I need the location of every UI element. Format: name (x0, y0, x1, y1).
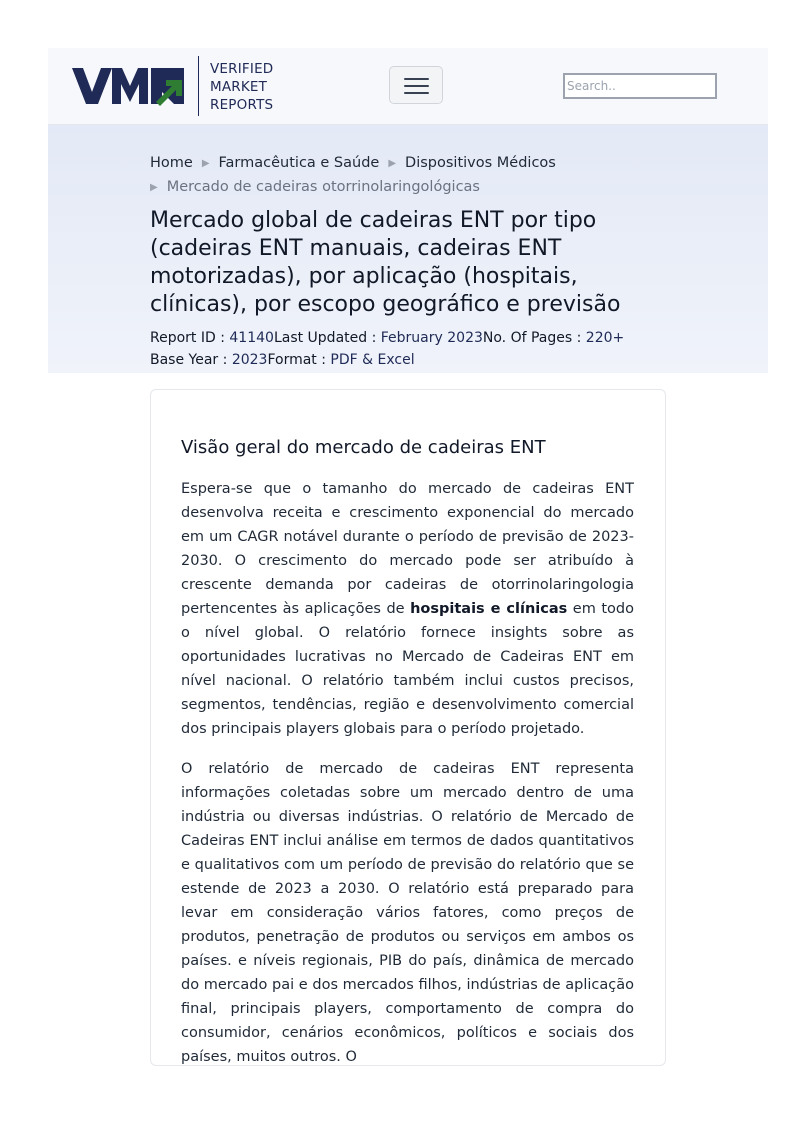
breadcrumb-home[interactable]: Home (150, 155, 193, 171)
chevron-right-icon: ▶ (388, 157, 397, 169)
format-label: Format : (267, 352, 331, 368)
report-id-label: Report ID : (150, 330, 230, 346)
brand-line-3: REPORTS (210, 97, 274, 113)
report-meta (150, 327, 624, 371)
search-input[interactable] (563, 73, 717, 99)
breadcrumb-subcategory[interactable]: Dispositivos Médicos (405, 155, 556, 171)
brand-line-1: VERIFIED (210, 61, 274, 77)
format-value: PDF & Excel (330, 352, 415, 368)
chevron-right-icon: ▶ (150, 181, 158, 193)
hamburger-icon (404, 78, 429, 80)
page-title: Mercado global de cadeiras ENT por tipo (cadeiras ENT manuais, cadeiras ENT motorizadas), por aplicação (hospitais, clínicas), por escopo geográfico e previsão (150, 208, 621, 317)
overview-paragraph-2: O relatório de mercado de cadeiras ENT representa informações coletadas sobre um mercado dentro de uma indústria ou diversas indústrias. O relatório de Mercado de Cadeiras ENT inclui análise em termos de dados quantitativos e qualitativos com um período de previsão do relatório que se estende de 2023 a 2030. O relatório está preparado para levar em consideração vários fatores, como preços de produtos, penetração de produtos ou serviços em ambos os países. e níveis regionais, PIB do país, dinâmica de mercado do mercado pai e dos mercados filhos, indústrias de aplicação final, principais players, comportamento de compra do consumidor, cenários econômicos, políticos e sociais dos países, muitos outros. O (181, 761, 634, 1065)
report-id-value: 41140 (229, 330, 274, 346)
overview-heading: Visão geral do mercado de cadeiras ENT (181, 437, 546, 458)
logo-divider (198, 56, 199, 116)
menu-toggle-button[interactable] (389, 66, 443, 104)
breadcrumb (150, 151, 670, 199)
breadcrumb-category[interactable]: Farmacêutica e Saúde (218, 155, 380, 171)
overview-p1-text-a: Espera-se que o tamanho do mercado de cadeiras ENT desenvolva receita e crescimento exponencial do mercado em um CAGR notável durante o período de previsão de 2023-2030. O crescimento do mercado pode ser atribuído à crescente demanda por cadeiras de otorrinolaringologia pertencentes às aplicações de (181, 481, 634, 617)
site-header (48, 48, 768, 125)
base-year-label: Base Year : (150, 352, 232, 368)
overview-card (150, 389, 666, 1066)
overview-p1-bold: hospitais e clínicas (410, 601, 568, 617)
breadcrumb-current: Mercado de cadeiras otorrinolaringológicas (166, 179, 480, 195)
brand-wordmark[interactable] (210, 60, 273, 114)
hamburger-icon-bar (404, 85, 429, 87)
last-updated-label: Last Updated : (273, 330, 381, 346)
pages-label: No. Of Pages : (482, 330, 586, 346)
hamburger-icon-bar (404, 92, 429, 94)
overview-p1-text-b: em todo o nível global. O relatório fornece insights sobre as oportunidades lucrativas no Mercado de Cadeiras ENT em nível nacional. O relatório também inclui custos precisos, segmentos, tendências, região e desenvolvimento comercial dos principais players globais para o período projetado. (181, 601, 634, 737)
report-hero (48, 125, 768, 373)
vmr-logo[interactable] (72, 66, 186, 110)
last-updated-value: February 2023 (380, 330, 483, 346)
chevron-right-icon: ▶ (201, 157, 210, 169)
pages-value: 220+ (585, 330, 625, 346)
base-year-value: 2023 (231, 352, 268, 368)
brand-line-2: MARKET (210, 79, 268, 95)
overview-paragraph-1 (181, 477, 634, 741)
